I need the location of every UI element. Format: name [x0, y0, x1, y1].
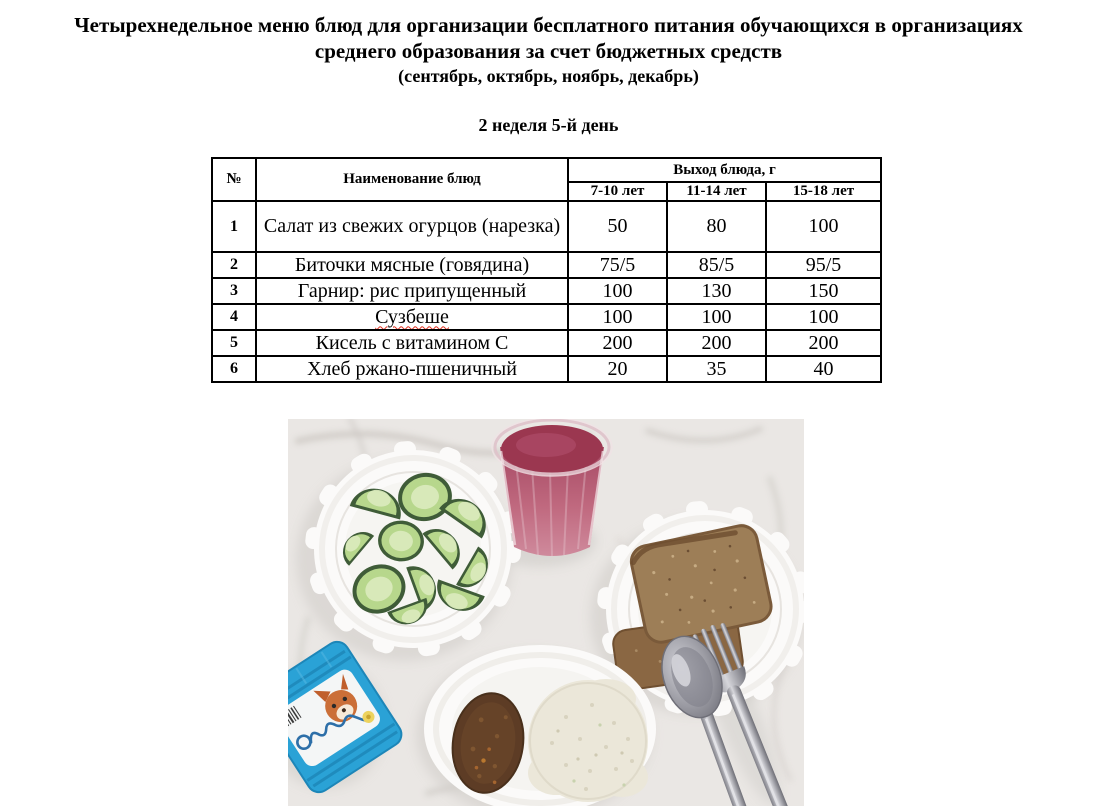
dish-name-text: Хлеб ржано-пшеничный: [307, 357, 517, 380]
table-row: [212, 252, 881, 278]
dish-name: [256, 330, 568, 356]
col-header-age-11-14: 11-14 лет: [667, 182, 766, 201]
header-row-1: [212, 158, 881, 182]
col-header-dish: Наименование блюд: [256, 158, 568, 201]
yield-value: 200: [766, 330, 881, 356]
main-plate: [424, 645, 656, 806]
meal-photo: [288, 419, 804, 806]
yield-value: 40: [766, 356, 881, 382]
dish-name: [256, 252, 568, 278]
yield-value: 20: [568, 356, 667, 382]
title-line-3: (сентябрь, октябрь, ноябрь, декабрь): [398, 66, 699, 86]
yield-value: 100: [766, 304, 881, 330]
dish-name-text: Гарнир: рис припущенный: [297, 279, 527, 302]
rice-garnish: [528, 679, 648, 802]
title-line-1: Четырехнедельное меню блюд для организации бесплатного питания обучающихся в организациях: [74, 13, 1023, 37]
row-number: 1: [212, 201, 256, 252]
row-number: 4: [212, 304, 256, 330]
yield-value: 100: [568, 278, 667, 304]
row-number: 2: [212, 252, 256, 278]
yield-value: 200: [568, 330, 667, 356]
yield-value: 85/5: [667, 252, 766, 278]
yield-value: 100: [667, 304, 766, 330]
dish-name: [256, 356, 568, 382]
dish-name-text: Салат из свежих огурцов (нарезка): [263, 215, 561, 237]
dish-name-text: Биточки мясные (говядина): [294, 253, 530, 276]
col-header-age-15-18: 15-18 лет: [766, 182, 881, 201]
dish-name-text-misspelled: Сузбеше: [375, 305, 449, 328]
yield-value: 100: [766, 201, 881, 252]
dish-name: [256, 278, 568, 304]
yield-value: 200: [667, 330, 766, 356]
table-row: [212, 330, 881, 356]
col-header-age-7-10: 7-10 лет: [568, 182, 667, 201]
table-row: [212, 278, 881, 304]
dish-name: [256, 304, 568, 330]
yield-value: 75/5: [568, 252, 667, 278]
document-title: [0, 12, 1097, 88]
week-day-heading: 2 неделя 5-й день: [478, 115, 619, 135]
menu-table: [211, 157, 882, 383]
row-number: 5: [212, 330, 256, 356]
dish-name-text: Кисель с витамином С: [315, 331, 509, 354]
cucumber-plate: [313, 449, 513, 649]
col-header-yield: Выход блюда, г: [568, 158, 881, 182]
dish-name: [256, 201, 568, 252]
yield-value: 100: [568, 304, 667, 330]
yield-value: 95/5: [766, 252, 881, 278]
title-line-2: среднего образования за счет бюджетных средств: [314, 39, 783, 63]
row-number: 3: [212, 278, 256, 304]
yield-value: 150: [766, 278, 881, 304]
yield-value: 130: [667, 278, 766, 304]
col-header-number: №: [212, 158, 256, 201]
table-row: [212, 201, 881, 252]
table-row: [212, 356, 881, 382]
yield-value: 50: [568, 201, 667, 252]
yield-value: 35: [667, 356, 766, 382]
row-number: 6: [212, 356, 256, 382]
yield-value: 80: [667, 201, 766, 252]
table-row: [212, 304, 881, 330]
